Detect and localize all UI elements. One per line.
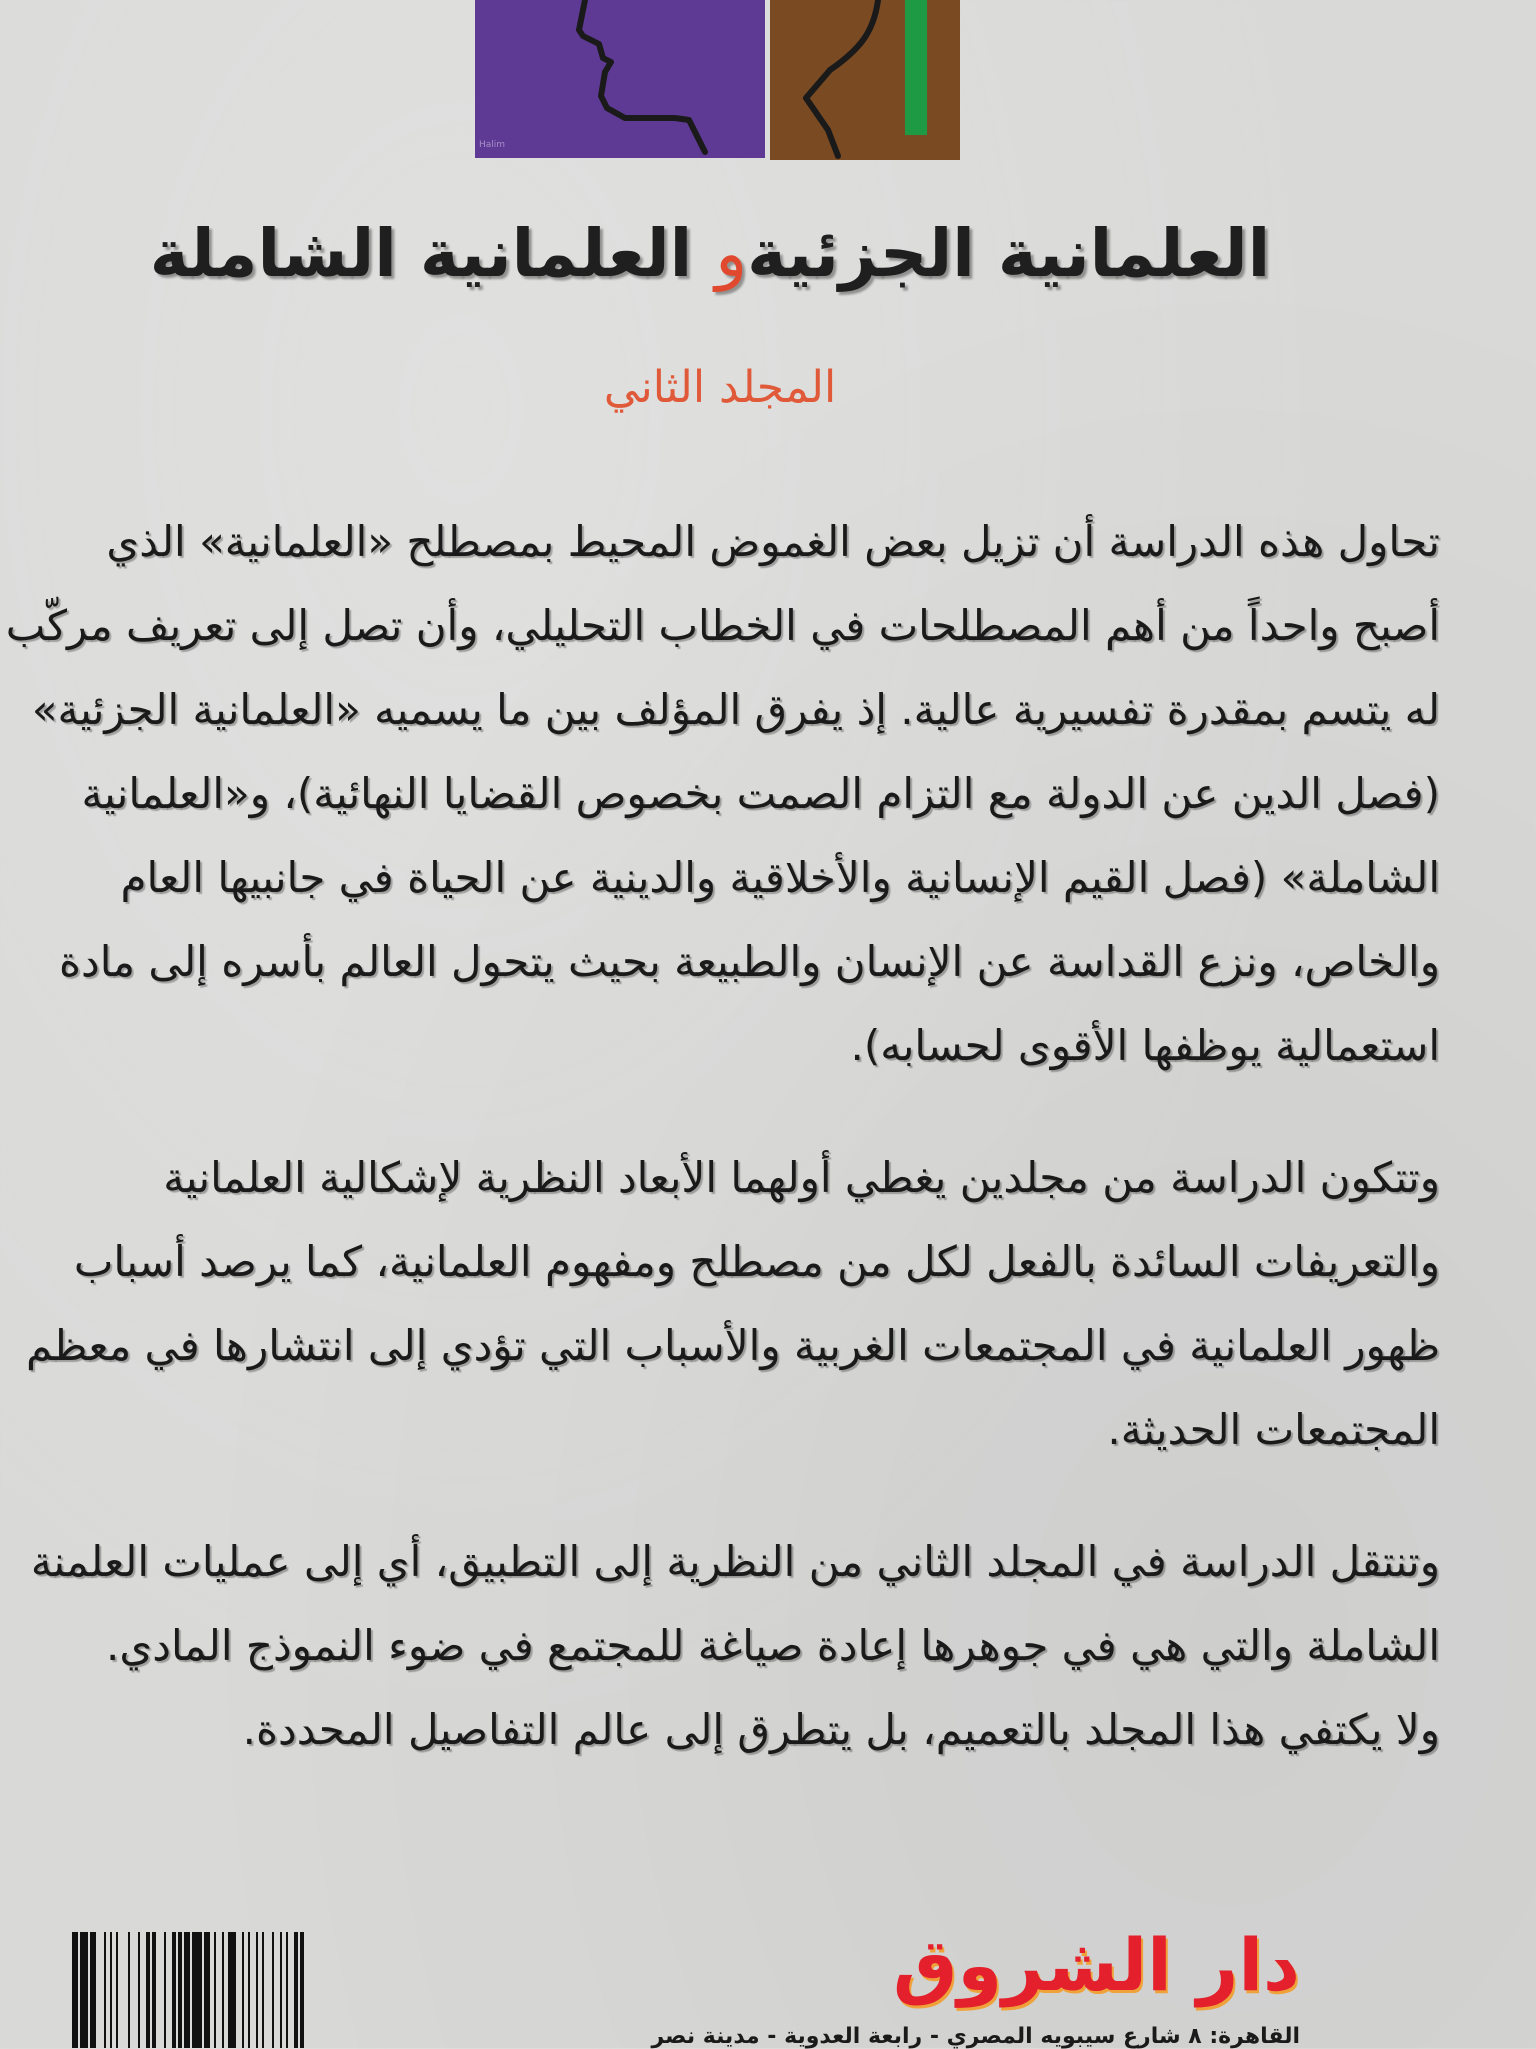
blurb-line: ولا يكتفي هذا المجلد بالتعميم، بل يتطرق إلى عالم التفاصيل المحددة. bbox=[242, 1705, 1440, 1754]
blurb-paragraph-3 bbox=[0, 1520, 1440, 1772]
barcode-bar bbox=[80, 1932, 88, 2048]
blurb-line: الشاملة والتي هي في جوهرها إعادة صياغة للمجتمع في ضوء النموذج المادي. bbox=[106, 1621, 1440, 1670]
book-title-part2: العلمانية الشاملة bbox=[149, 215, 693, 292]
volume-subtitle: المجلد الثاني bbox=[603, 362, 837, 413]
publisher-logo: دار الشروق bbox=[892, 1923, 1300, 2007]
barcode-gap bbox=[118, 1932, 128, 2048]
blurb-line: ظهور العلمانية في المجتمعات الغربية والأسباب التي تؤدي إلى انتشارها في معظم bbox=[26, 1321, 1440, 1370]
book-title-conjunction: و bbox=[715, 215, 748, 292]
blurb-line: تحاول هذه الدراسة أن تزيل بعض الغموض المحيط بمصطلح «العلمانية» الذي bbox=[106, 517, 1440, 566]
barcode-bar bbox=[228, 1932, 236, 2048]
blurb-line: وتنتقل الدراسة في المجلد الثاني من النظرية إلى التطبيق، أي إلى عمليات العلمنة bbox=[30, 1537, 1440, 1586]
barcode-gap bbox=[156, 1932, 164, 2048]
blurb-line: (فصل الدين عن الدولة مع التزام الصمت بخصوص القضايا النهائية)، و«العلمانية bbox=[81, 769, 1440, 818]
barcode-gap bbox=[130, 1932, 138, 2048]
blurb-line: المجتمعات الحديثة. bbox=[1107, 1405, 1440, 1454]
blurb-line: والتعريفات السائدة بالفعل لكل من مصطلح ومفهوم العلمانية، كما يرصد أسباب bbox=[73, 1237, 1440, 1286]
isbn-barcode bbox=[72, 1932, 304, 2048]
barcode-gap bbox=[96, 1932, 104, 2048]
blurb-paragraph-2 bbox=[0, 1136, 1440, 1472]
publisher-block bbox=[880, 1920, 1300, 2010]
book-title bbox=[140, 215, 1280, 292]
book-title-part1: العلمانية الجزئية bbox=[747, 215, 1271, 292]
blurb-line: استعمالية يوظفها الأقوى لحسابه). bbox=[850, 1021, 1440, 1070]
blurb-paragraph-1 bbox=[0, 500, 1440, 1088]
publisher-address: القاهرة: ٨ شارع سيبويه المصري - رابعة العدوية - مدينة نصر bbox=[651, 2024, 1300, 2049]
blurb-line: أصبح واحداً من أهم المصطلحات في الخطاب التحليلي، وأن تصل إلى تعريف مركّب bbox=[5, 601, 1440, 650]
cover-panel-purple bbox=[475, 0, 765, 158]
head-outline-icon bbox=[770, 0, 960, 160]
cover-illustration bbox=[475, 0, 960, 160]
blurb-line: والخاص، ونزع القداسة عن الإنسان والطبيعة بحيث يتحول العالم بأسره إلى مادة bbox=[59, 937, 1440, 986]
barcode-bar bbox=[192, 1932, 202, 2048]
barcode-bar bbox=[300, 1932, 304, 2048]
blurb-line: وتتكون الدراسة من مجلدين يغطي أولهما الأبعاد النظرية لإشكالية العلمانية bbox=[163, 1153, 1440, 1202]
green-accent-bar bbox=[905, 0, 927, 135]
blurb bbox=[0, 500, 1440, 1820]
cover-panel-caption: Halim bbox=[479, 140, 506, 150]
blurb-line: الشاملة» (فصل القيم الإنسانية والأخلاقية والدينية عن الحياة في جانبيها العام bbox=[120, 853, 1440, 902]
cover-panel-brown bbox=[770, 0, 960, 160]
blurb-line: له يتسم بمقدرة تفسيرية عالية. إذ يفرق المؤلف بين ما يسميه «العلمانية الجزئية» bbox=[31, 685, 1440, 734]
face-profile-icon bbox=[475, 0, 765, 158]
barcode-gap bbox=[264, 1932, 272, 2048]
